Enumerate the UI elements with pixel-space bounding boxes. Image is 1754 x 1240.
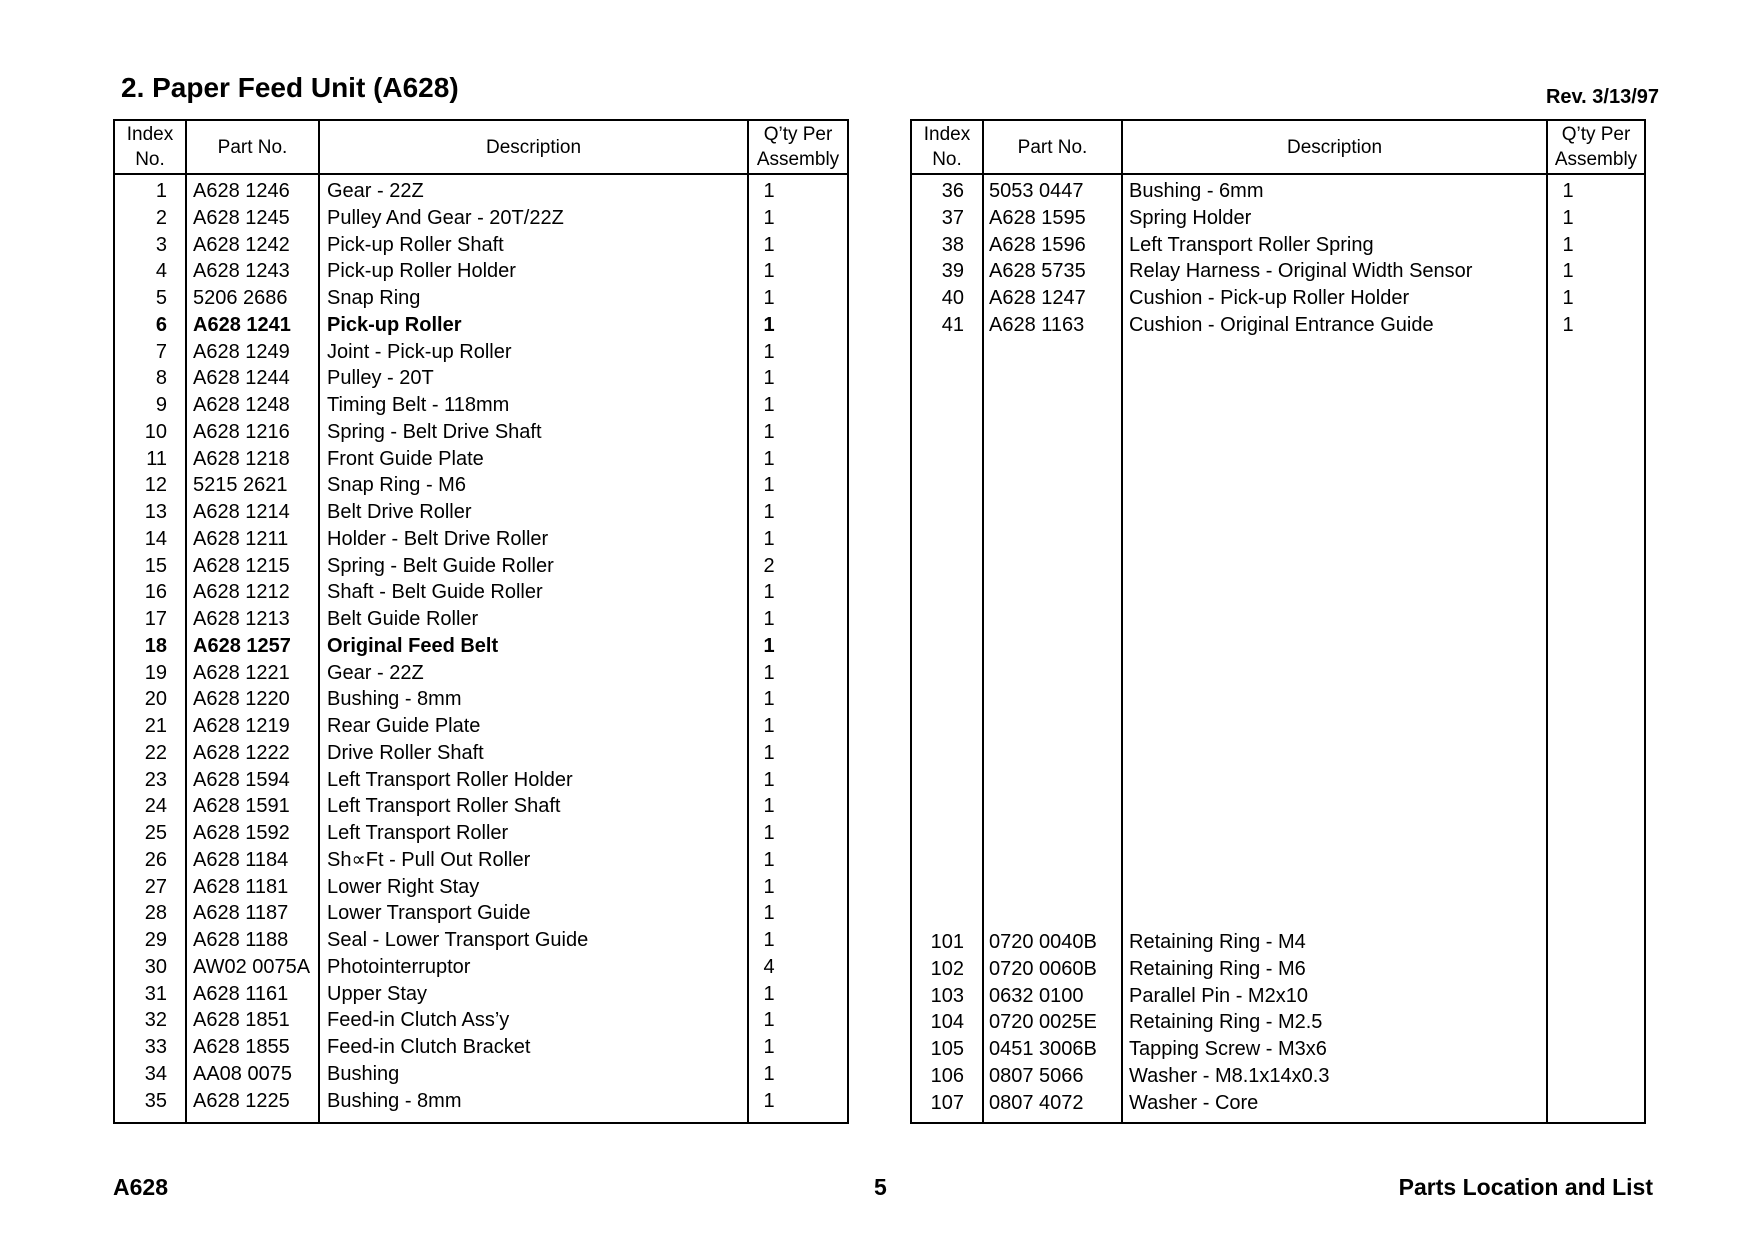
parts-table-left — [113, 119, 849, 1124]
header-divider — [115, 173, 847, 175]
part-number-cell: 0720 0025E — [989, 1011, 1097, 1034]
header-part-no: Part No. — [1017, 136, 1088, 158]
index-cell: 102 — [930, 957, 964, 980]
index-cell: 26 — [144, 848, 167, 871]
quantity-cell: 1 — [763, 688, 775, 711]
part-number-cell: A628 1257 — [193, 634, 291, 657]
description-cell: Washer - Core — [1129, 1091, 1259, 1114]
table-row — [115, 1061, 847, 1088]
part-number-cell: A628 1245 — [193, 206, 290, 229]
footer-page-number: 5 — [874, 1174, 887, 1200]
header-qty: Q’ty Per Assembly — [1554, 124, 1638, 170]
part-number-cell: A628 1241 — [193, 313, 291, 336]
part-number-cell: A628 1211 — [193, 527, 289, 550]
part-number-cell: A628 1249 — [193, 340, 290, 363]
header-index: Index No. — [126, 124, 174, 170]
index-cell: 103 — [930, 984, 964, 1007]
part-number-cell: A628 1184 — [193, 848, 289, 871]
part-number-cell: A628 1225 — [193, 1089, 290, 1112]
part-number-cell: 0632 0100 — [989, 984, 1084, 1007]
footer-section-title: Parts Location and List — [1398, 1174, 1653, 1200]
part-number-cell: 0807 5066 — [989, 1064, 1084, 1087]
table-row — [115, 526, 847, 553]
quantity-cell: 1 — [763, 206, 775, 229]
quantity-cell: 1 — [763, 474, 775, 497]
quantity-cell: 1 — [763, 180, 775, 202]
description-cell: Parallel Pin - M2x10 — [1129, 984, 1308, 1007]
description-cell: Feed-in Clutch Bracket — [327, 1036, 531, 1058]
quantity-cell: 1 — [763, 982, 775, 1005]
index-cell: 17 — [144, 608, 167, 630]
description-cell: Tapping Screw - M3x6 — [1129, 1038, 1327, 1060]
quantity-cell: 1 — [763, 287, 775, 309]
table-row — [115, 258, 847, 285]
description-cell: Left Transport Roller Shaft — [327, 795, 561, 818]
part-number-cell: A628 1215 — [193, 554, 290, 577]
part-number-cell: A628 1591 — [193, 795, 290, 818]
table-row — [115, 232, 847, 259]
quantity-cell: 1 — [1562, 180, 1574, 202]
quantity-cell: 1 — [763, 1036, 775, 1058]
quantity-cell: 1 — [763, 822, 775, 844]
index-cell: 25 — [144, 822, 167, 844]
part-number-cell: A628 1247 — [989, 287, 1086, 309]
part-number-cell: A628 1221 — [193, 661, 290, 684]
page-title: 2. Paper Feed Unit (A628) — [121, 72, 459, 103]
index-cell: 32 — [144, 1009, 167, 1032]
description-cell: Photointerruptor — [327, 955, 471, 978]
quantity-cell: 1 — [763, 715, 775, 737]
header-divider — [912, 173, 1644, 175]
part-number-cell: A628 1596 — [989, 233, 1086, 256]
part-number-cell: 0807 4072 — [989, 1091, 1084, 1114]
description-cell: Cushion - Pick-up Roller Holder — [1129, 287, 1410, 309]
quantity-cell: 1 — [763, 929, 775, 951]
part-number-cell: A628 1594 — [193, 768, 290, 791]
description-cell: Sh∝Ft - Pull Out Roller — [327, 848, 531, 871]
quantity-cell: 2 — [763, 554, 775, 577]
table-row — [115, 954, 847, 981]
index-cell: 39 — [941, 260, 964, 283]
part-number-cell: 0451 3006B — [989, 1038, 1097, 1060]
part-number-cell: A628 1181 — [193, 875, 289, 898]
table-row — [115, 365, 847, 392]
table-row — [115, 419, 847, 446]
description-cell: Pulley And Gear - 20T/22Z — [327, 206, 564, 229]
quantity-cell: 1 — [763, 875, 775, 898]
description-cell: Gear - 22Z — [327, 661, 424, 684]
description-cell: Drive Roller Shaft — [327, 741, 484, 764]
description-cell: Left Transport Roller Spring — [1129, 233, 1374, 256]
quantity-cell: 1 — [763, 340, 775, 363]
index-cell: 7 — [155, 340, 167, 363]
index-cell: 9 — [155, 394, 167, 416]
part-number-cell: A628 1851 — [193, 1009, 290, 1032]
description-cell: Retaining Ring - M2.5 — [1129, 1011, 1323, 1034]
description-cell: Spring Holder — [1129, 206, 1252, 229]
rows-right-hardware — [912, 929, 1644, 1116]
quantity-cell: 1 — [763, 581, 775, 604]
quantity-cell: 1 — [763, 795, 775, 818]
quantity-cell: 1 — [763, 1062, 775, 1085]
index-cell: 16 — [144, 581, 167, 604]
index-cell: 1 — [155, 180, 167, 202]
index-cell: 105 — [930, 1038, 964, 1060]
description-cell: Bushing — [327, 1062, 400, 1085]
index-cell: 41 — [941, 313, 964, 336]
part-number-cell: A628 1595 — [989, 206, 1086, 229]
index-cell: 38 — [941, 233, 964, 256]
table-row — [912, 1036, 1644, 1063]
table-row — [115, 446, 847, 473]
part-number-cell: A628 1213 — [193, 608, 290, 630]
description-cell: Feed-in Clutch Ass’y — [327, 1009, 510, 1032]
index-cell: 107 — [930, 1091, 964, 1114]
index-cell: 2 — [155, 206, 167, 229]
index-cell: 27 — [144, 875, 167, 898]
description-cell: Pick-up Roller Shaft — [327, 233, 504, 256]
table-row — [912, 312, 1644, 339]
table-row — [912, 1063, 1644, 1090]
part-number-cell: A628 1248 — [193, 394, 290, 416]
description-cell: Shaft - Belt Guide Roller — [327, 581, 543, 604]
part-number-cell: A628 5735 — [989, 260, 1086, 283]
quantity-cell: 1 — [763, 608, 775, 630]
table-row — [115, 927, 847, 954]
quantity-cell: 1 — [763, 367, 775, 390]
index-cell: 30 — [144, 955, 167, 978]
index-cell: 6 — [155, 313, 167, 336]
part-number-cell: A628 1592 — [193, 822, 290, 844]
quantity-cell: 1 — [763, 233, 775, 256]
header-index: Index No. — [923, 124, 971, 170]
quantity-cell: 1 — [1562, 233, 1574, 256]
part-number-cell: A628 1244 — [193, 367, 290, 390]
quantity-cell: 1 — [1562, 260, 1574, 283]
header-part-no: Part No. — [217, 136, 288, 158]
index-cell: 31 — [144, 982, 167, 1005]
table-row — [115, 1088, 847, 1115]
table-row — [912, 1090, 1644, 1117]
description-cell: Snap Ring — [327, 287, 421, 309]
table-row — [115, 1034, 847, 1061]
part-number-cell: A628 1188 — [193, 929, 289, 951]
part-number-cell: 0720 0040B — [989, 931, 1097, 953]
footer-model: A628 — [113, 1174, 168, 1200]
index-cell: 15 — [144, 554, 167, 577]
index-cell: 3 — [155, 233, 167, 256]
header-qty: Q’ty Per Assembly — [756, 124, 840, 170]
table-row — [115, 740, 847, 767]
part-number-cell: A628 1163 — [989, 313, 1085, 336]
index-cell: 106 — [930, 1064, 964, 1087]
quantity-cell: 1 — [763, 394, 775, 416]
table-row — [115, 874, 847, 901]
description-cell: Lower Right Stay — [327, 875, 480, 898]
table-row — [115, 339, 847, 366]
table-row — [115, 820, 847, 847]
table-row — [115, 793, 847, 820]
part-number-cell: A628 1242 — [193, 233, 290, 256]
description-cell: Original Feed Belt — [327, 634, 499, 657]
description-cell: Relay Harness - Original Width Sensor — [1129, 260, 1473, 283]
quantity-cell: 1 — [1562, 313, 1574, 336]
table-row — [115, 1007, 847, 1034]
description-cell: Belt Drive Roller — [327, 501, 472, 523]
description-cell: Gear - 22Z — [327, 180, 424, 202]
quantity-cell: 1 — [763, 260, 775, 283]
table-row — [912, 1009, 1644, 1036]
table-row — [115, 713, 847, 740]
quantity-cell: 1 — [763, 420, 775, 443]
description-cell: Holder - Belt Drive Roller — [327, 527, 549, 550]
description-cell: Cushion - Original Entrance Guide — [1129, 313, 1434, 336]
table-row — [115, 900, 847, 927]
table-row — [115, 847, 847, 874]
description-cell: Upper Stay — [327, 982, 428, 1005]
table-row — [912, 956, 1644, 983]
index-cell: 40 — [941, 287, 964, 309]
table-row — [115, 205, 847, 232]
description-cell: Lower Transport Guide — [327, 902, 531, 925]
quantity-cell: 1 — [763, 661, 775, 684]
description-cell: Bushing - 6mm — [1129, 180, 1264, 202]
description-cell: Left Transport Roller — [327, 822, 509, 844]
table-row — [115, 579, 847, 606]
table-row — [115, 660, 847, 687]
index-cell: 37 — [941, 206, 964, 229]
part-number-cell: 5206 2686 — [193, 287, 288, 309]
description-cell: Retaining Ring - M6 — [1129, 957, 1306, 980]
table-row — [115, 633, 847, 660]
part-number-cell: A628 1187 — [193, 902, 289, 925]
description-cell: Joint - Pick-up Roller — [327, 340, 512, 363]
index-cell: 11 — [146, 447, 167, 470]
header-description: Description — [1286, 136, 1383, 158]
index-cell: 33 — [144, 1036, 167, 1058]
quantity-cell: 1 — [763, 1009, 775, 1032]
quantity-cell: 1 — [1562, 287, 1574, 309]
table-row — [912, 178, 1644, 205]
part-number-cell: A628 1855 — [193, 1036, 290, 1058]
part-number-cell: A628 1218 — [193, 447, 290, 470]
quantity-cell: 1 — [763, 768, 775, 791]
table-row — [115, 606, 847, 633]
index-cell: 24 — [144, 795, 167, 818]
table-row — [912, 983, 1644, 1010]
table-row — [115, 472, 847, 499]
description-cell: Pulley - 20T — [327, 367, 434, 390]
part-number-cell: A628 1222 — [193, 741, 290, 764]
table-row — [115, 981, 847, 1008]
index-cell: 36 — [941, 180, 964, 202]
index-cell: 10 — [144, 420, 167, 443]
part-number-cell: A628 1243 — [193, 260, 290, 283]
quantity-cell: 1 — [763, 741, 775, 764]
description-cell: Washer - M8.1x14x0.3 — [1129, 1064, 1330, 1087]
part-number-cell: 5053 0447 — [989, 180, 1084, 202]
revision-date: Rev. 3/13/97 — [1545, 86, 1659, 108]
rows-left — [115, 178, 847, 1114]
quantity-cell: 1 — [763, 527, 775, 550]
description-cell: Front Guide Plate — [327, 447, 484, 470]
table-row — [912, 258, 1644, 285]
quantity-cell: 1 — [763, 1089, 775, 1112]
table-row — [115, 285, 847, 312]
index-cell: 18 — [144, 634, 167, 657]
part-number-cell: A628 1161 — [193, 982, 289, 1005]
part-number-cell: AA08 0075 — [193, 1062, 292, 1085]
part-number-cell: A628 1214 — [193, 501, 290, 523]
index-cell: 14 — [144, 527, 167, 550]
parts-table-right — [910, 119, 1646, 1124]
index-cell: 104 — [930, 1011, 964, 1034]
quantity-cell: 1 — [1562, 206, 1574, 229]
description-cell: Rear Guide Plate — [327, 715, 481, 737]
index-cell: 19 — [144, 661, 167, 684]
index-cell: 20 — [144, 688, 167, 711]
part-number-cell: A628 1212 — [193, 581, 290, 604]
part-number-cell: A628 1220 — [193, 688, 290, 711]
description-cell: Bushing - 8mm — [327, 1089, 462, 1112]
quantity-cell: 1 — [763, 634, 775, 657]
part-number-cell: 0720 0060B — [989, 957, 1097, 980]
table-row — [115, 553, 847, 580]
description-cell: Spring - Belt Drive Shaft — [327, 420, 542, 443]
part-number-cell: A628 1219 — [193, 715, 290, 737]
index-cell: 8 — [155, 367, 167, 390]
rows-right — [912, 178, 1644, 339]
part-number-cell: AW02 0075A — [193, 955, 311, 978]
description-cell: Timing Belt - 118mm — [327, 394, 510, 416]
header-description: Description — [485, 136, 582, 158]
table-row — [115, 392, 847, 419]
index-cell: 22 — [144, 741, 167, 764]
part-number-cell: 5215 2621 — [193, 474, 288, 497]
quantity-cell: 1 — [763, 501, 775, 523]
index-cell: 29 — [144, 929, 167, 951]
description-cell: Bushing - 8mm — [327, 688, 462, 711]
index-cell: 34 — [144, 1062, 167, 1085]
table-row — [115, 686, 847, 713]
index-cell: 12 — [144, 474, 167, 497]
table-row — [115, 178, 847, 205]
index-cell: 28 — [144, 902, 167, 925]
table-row — [912, 205, 1644, 232]
table-row — [912, 285, 1644, 312]
table-row — [115, 312, 847, 339]
description-cell: Belt Guide Roller — [327, 608, 479, 630]
quantity-cell: 1 — [763, 902, 775, 925]
table-row — [912, 232, 1644, 259]
quantity-cell: 1 — [763, 313, 775, 336]
table-row — [115, 767, 847, 794]
index-cell: 13 — [144, 501, 167, 523]
part-number-cell: A628 1246 — [193, 180, 290, 202]
table-row — [115, 499, 847, 526]
quantity-cell: 1 — [763, 848, 775, 871]
index-cell: 101 — [930, 931, 964, 953]
index-cell: 5 — [155, 287, 167, 309]
table-row — [912, 929, 1644, 956]
index-cell: 21 — [144, 715, 167, 737]
description-cell: Pick-up Roller — [327, 313, 462, 336]
part-number-cell: A628 1216 — [193, 420, 290, 443]
description-cell: Spring - Belt Guide Roller — [327, 554, 554, 577]
description-cell: Snap Ring - M6 — [327, 474, 466, 497]
quantity-cell: 1 — [763, 447, 775, 470]
description-cell: Seal - Lower Transport Guide — [327, 929, 589, 951]
index-cell: 4 — [155, 260, 167, 283]
index-cell: 23 — [144, 768, 167, 791]
description-cell: Pick-up Roller Holder — [327, 260, 516, 283]
description-cell: Left Transport Roller Holder — [327, 768, 573, 791]
index-cell: 35 — [144, 1089, 167, 1112]
description-cell: Retaining Ring - M4 — [1129, 931, 1306, 953]
quantity-cell: 4 — [763, 955, 775, 978]
